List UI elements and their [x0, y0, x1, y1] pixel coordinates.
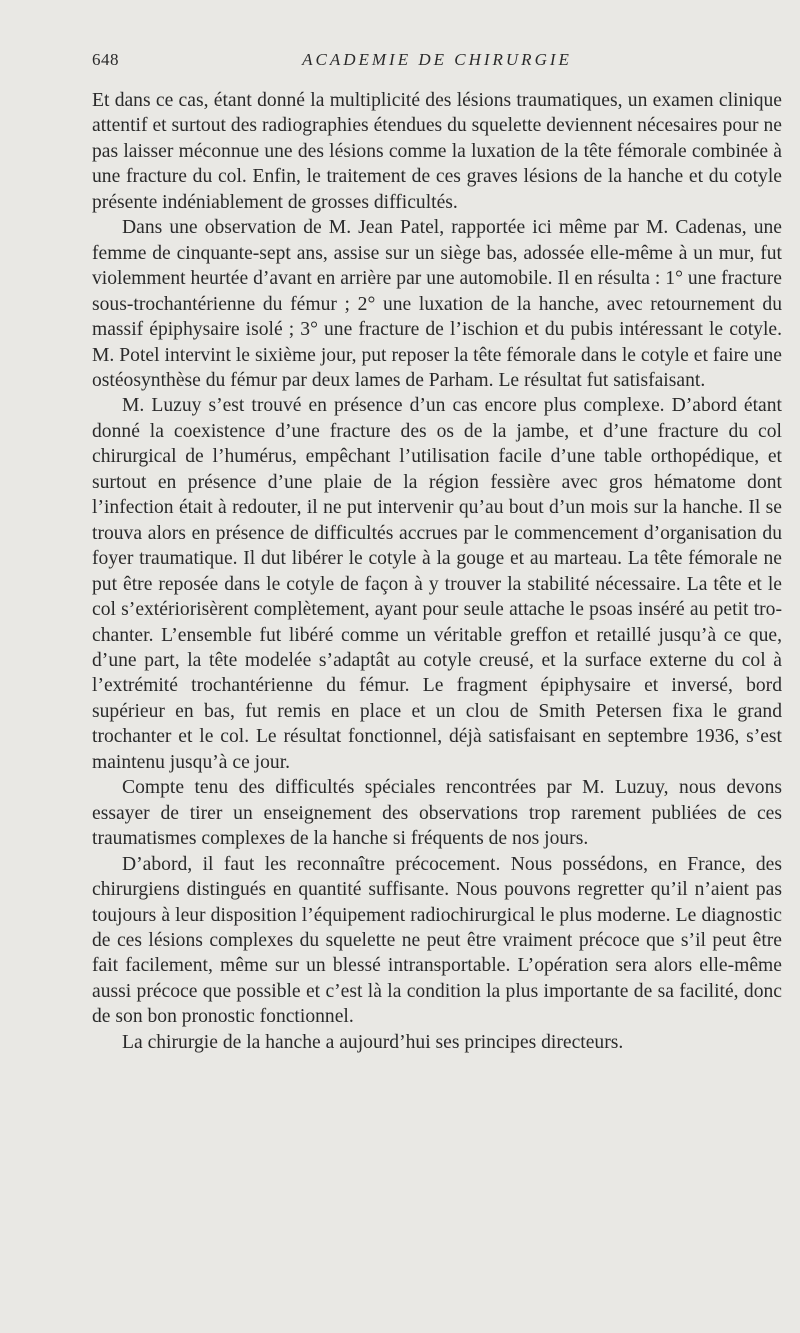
paragraph: Dans une observation de M. Jean Patel, rapportée ici même par M. Cadenas, une femme de cinquante-sept ans, assise sur un siège bas, adossée elle-même à un mur, fut violemment heurtée d’avant en arrière par une automobile. Il en résulta : 1° une fracture sous-trochantérienne du fémur ; 2° une luxation de la hanche, avec retournement du massif épiphysaire isolé ; 3° une fracture de l’ischion et du pubis intéressant le cotyle. M. Potel intervint le sixième jour, put reposer la tête fémorale dans le cotyle et faire une ostéosynthèse du fémur par deux lames de Parham. Le résultat fut satisfaisant.	[92, 217, 782, 391]
paragraph: D’abord, il faut les reconnaître précocement. Nous possédons, en France, des chirurgiens distingués en quantité suffisante. Nous pouvons regretter qu’il n’aient pas toujours à leur disposition l’équipement radiochirurgical le plus moderne. Le diagnostic de ces lésions complexes du squelette ne peut être vraiment précoce que s’il peut être fait facilement, même sur un blessé intransportable. L’opération sera alors elle-même aussi précoce que possible et c’est là la condition la plus importante de sa facilité, donc de son bon pronostic fonctionnel.	[92, 853, 782, 1028]
body-text	[92, 88, 782, 1055]
paragraph: La chirurgie de la hanche a aujourd’hui ses principes directeurs.	[122, 1031, 624, 1053]
paragraph: M. Luzuy s’est trouvé en présence d’un cas encore plus complexe. D’abord étant donné la coexistence d’une fracture des os de la jambe, et d’une fracture du col chirurgical de l’humérus, empêchant l’utilisation facile d’une table orthopédique, et surtout en présence d’une plaie de la région fessière avec gros hématome dont l’infection était à redouter, il ne put intervenir qu’au bout d’un mois sur la hanche. Il se trouva alors en présence de difficultés accrues par le commencement d’organisation du foyer traumatique. Il dut libérer le cotyle à la gouge et au marteau. La tête fémorale ne put être reposée dans le cotyle de façon à y trouver la stabilité nécessaire. La tête et le col s’extériorisèrent complètement, ayant pour seule attache le psoas inséré au petit trochanter. L’ensemble fut libéré comme un véritable greffon et retaillé jusqu’à ce que, d’une part, la tête modelée s’adaptât au cotyle creusé, et la surface externe du col à l’extrémité trochantérienne du fémur. Le fragment épiphysaire et inversé, bord supérieur en bas, fut remis en place et un clou de Smith Petersen fixa le grand trochanter et le col. Le résultat fonctionnel, déjà satisfaisant en septembre 1936, s’est maintenu jusqu’à ce jour.	[92, 395, 782, 773]
paragraph: Et dans ce cas, étant donné la multiplicité des lésions traumatiques, un examen clinique attentif et surtout des radiographies étendues du squelette deviennent nécesaires pour ne pas laisser méconnue une des lésions comme la luxation de la tête fémorale combinée à une fracture du col. Enfin, le traitement de ces graves lésions de la hanche et du cotyle présente indéniablement de grosses difficultés.	[92, 90, 782, 213]
page-number: 648	[92, 50, 119, 69]
running-header	[92, 50, 782, 72]
running-title: ACADEMIE DE CHIRURGIE	[302, 50, 572, 69]
paragraph: Compte tenu des difficultés spéciales rencontrées par M. Luzuy, nous devons essayer de tirer un enseignement des observations trop rarement publiées de ces traumatismes complexes de la hanche si fréquents de nos jours.	[92, 777, 782, 850]
